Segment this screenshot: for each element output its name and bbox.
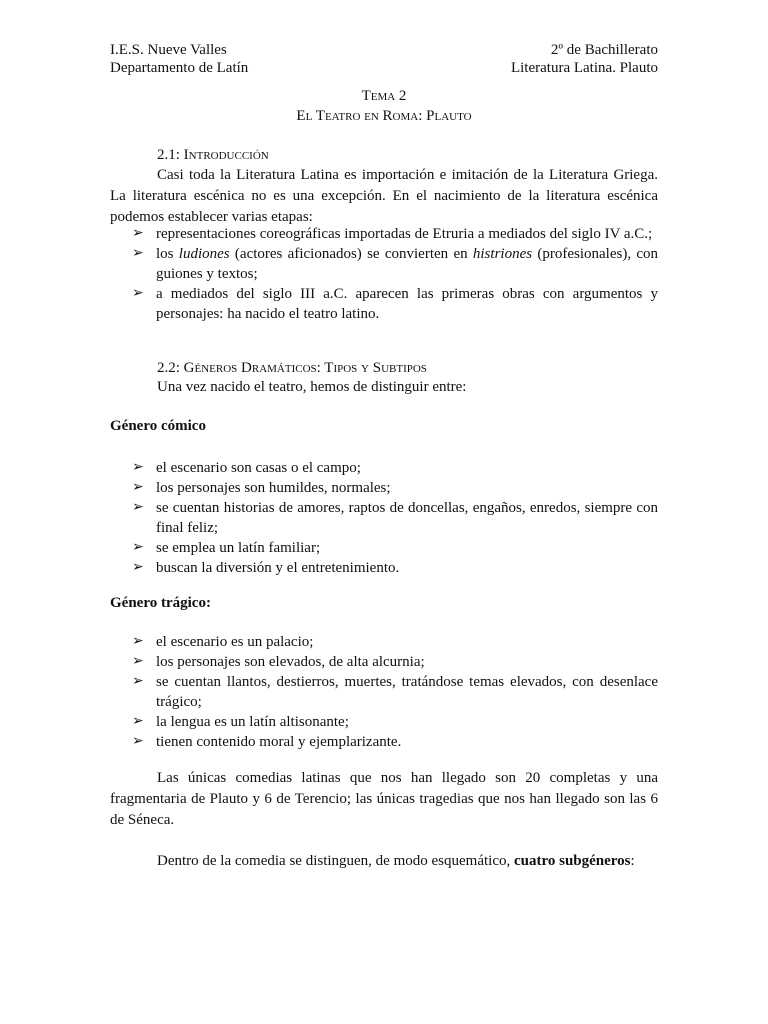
arrow-bullet-icon: ➢ xyxy=(132,500,144,515)
arrow-bullet-icon: ➢ xyxy=(132,540,144,555)
header-subject: Literatura Latina. Plauto xyxy=(510,60,658,76)
title-unit: Tema 2 xyxy=(361,88,407,104)
list-item: ➢ tienen contenido moral y ejemplarizante. xyxy=(132,734,402,750)
section-heading-introduccion: 2.1: Introducción xyxy=(157,147,269,163)
arrow-bullet-icon: ➢ xyxy=(132,674,144,689)
tragic-genre-heading: Género trágico: xyxy=(110,595,211,611)
list-item: ➢ se emplea un latín familiar; xyxy=(132,540,321,556)
section-intro: Una vez nacido el teatro, hemos de distinguir entre: xyxy=(157,379,467,395)
header-course: 2º de Bachillerato xyxy=(550,42,658,58)
comic-list xyxy=(110,458,658,578)
arrow-bullet-icon: ➢ xyxy=(132,286,144,301)
intro-paragraph: Casi toda la Literatura Latina es importación e imitación de la Literatura Griega. La literatura escénica no es una excepción. En el nacimiento de la literatura escénica podemos establecer varias etapas: xyxy=(110,167,658,225)
list-item: ➢ el escenario son casas o el campo; xyxy=(132,460,361,476)
list-item: ➢ a mediados del siglo III a.C. aparecen las primeras obras con argumentos y personajes: ha nacido el teatro latino. xyxy=(132,286,658,322)
arrow-bullet-icon: ➢ xyxy=(132,226,144,241)
header-school: I.E.S. Nueve Valles xyxy=(110,42,227,58)
section-heading-generos: 2.2: Géneros Dramáticos: Tipos y Subtipos xyxy=(157,360,427,376)
arrow-bullet-icon: ➢ xyxy=(132,460,144,475)
header-department: Departamento de Latín xyxy=(110,60,249,76)
arrow-bullet-icon: ➢ xyxy=(132,654,144,669)
subgenres-intro: Dentro de la comedia se distinguen, de modo esquemático, cuatro subgéneros: xyxy=(157,853,635,869)
list-item: ➢ el escenario es un palacio; xyxy=(132,634,314,650)
closing-paragraph: Las únicas comedias latinas que nos han llegado son 20 completas y una fragmentaria de Plauto y 6 de Terencio; las únicas tragedias que nos han llegado son las 6 de Séneca. xyxy=(110,770,658,828)
title-topic: El Teatro en Roma: Plauto xyxy=(296,108,472,124)
list-item: ➢ los personajes son elevados, de alta alcurnia; xyxy=(132,654,425,670)
list-item: ➢ se cuentan historias de amores, raptos de doncellas, engaños, enredos, siempre con final feliz; xyxy=(132,500,658,536)
list-item: ➢ representaciones coreográficas importadas de Etruria a mediados del siglo IV a.C.; xyxy=(132,226,653,242)
arrow-bullet-icon: ➢ xyxy=(132,246,144,261)
term-ludiones: ludiones xyxy=(178,246,230,262)
arrow-bullet-icon: ➢ xyxy=(132,634,144,649)
list-item: ➢ buscan la diversión y el entretenimiento. xyxy=(132,560,400,576)
comic-genre-heading: Género cómico xyxy=(110,418,206,434)
list-item: ➢ los ludiones (actores aficionados) se convierten en histriones (profesionales), con guiones y textos; xyxy=(132,246,659,282)
term-histriones: histriones xyxy=(472,246,533,262)
arrow-bullet-icon: ➢ xyxy=(132,560,144,575)
list-item: ➢ los personajes son humildes, normales; xyxy=(132,480,391,496)
stages-list xyxy=(110,224,658,324)
arrow-bullet-icon: ➢ xyxy=(132,480,144,495)
subgenres-count: cuatro subgéneros xyxy=(513,853,631,869)
arrow-bullet-icon: ➢ xyxy=(132,734,144,749)
tragic-list xyxy=(110,632,658,752)
arrow-bullet-icon: ➢ xyxy=(132,714,144,729)
list-item: ➢ se cuentan llantos, destierros, muertes, tratándose temas elevados, con desenlace trágico; xyxy=(132,674,658,710)
list-item: ➢ la lengua es un latín altisonante; xyxy=(132,714,349,730)
